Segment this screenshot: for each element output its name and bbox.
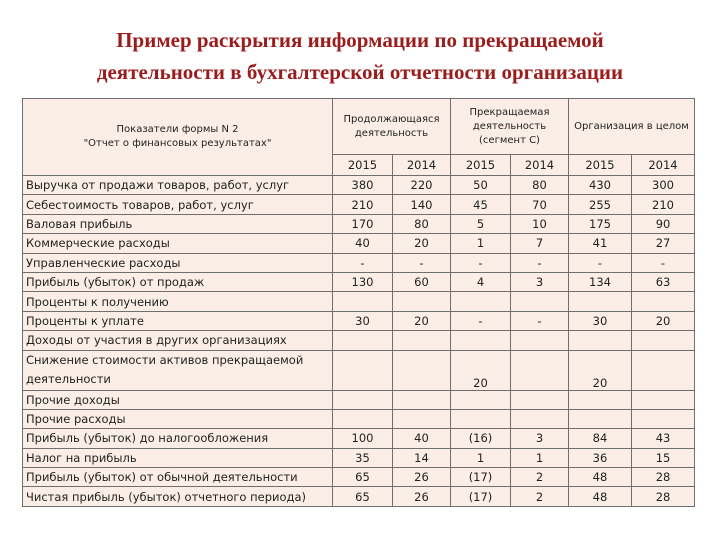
row-label: Проценты к уплате	[23, 311, 333, 330]
table-row	[23, 350, 695, 390]
value-cell	[451, 292, 511, 311]
value-cell	[511, 331, 569, 350]
value-cell: 48	[569, 487, 632, 506]
value-cell: 300	[632, 176, 695, 195]
value-cell: 40	[393, 429, 451, 448]
value-cell	[393, 409, 451, 428]
indicator-header-line-2: "Отчет о финансовых результатах"	[83, 138, 272, 149]
value-cell: 48	[569, 468, 632, 487]
value-cell: 140	[393, 195, 451, 214]
value-cell: -	[511, 311, 569, 330]
table-row	[23, 448, 695, 467]
value-cell	[632, 409, 695, 428]
value-cell: 20	[451, 350, 511, 390]
group-header-continuing: Продолжающаяся деятельность	[333, 99, 451, 155]
value-cell: 2	[511, 487, 569, 506]
value-cell: (16)	[451, 429, 511, 448]
value-cell: 28	[632, 487, 695, 506]
value-cell: 27	[632, 234, 695, 253]
value-cell: 43	[632, 429, 695, 448]
value-cell: 60	[393, 272, 451, 291]
value-cell: 3	[511, 272, 569, 291]
table-row	[23, 176, 695, 195]
row-label: Себестоимость товаров, работ, услуг	[23, 195, 333, 214]
value-cell: 26	[393, 468, 451, 487]
row-label: Управленческие расходы	[23, 253, 333, 272]
value-cell: 26	[393, 487, 451, 506]
row-label: Коммерческие расходы	[23, 234, 333, 253]
row-label: Прибыль (убыток) от продаж	[23, 272, 333, 291]
value-cell	[451, 331, 511, 350]
value-cell: 15	[632, 448, 695, 467]
row-label: Выручка от продажи товаров, работ, услуг	[23, 176, 333, 195]
value-cell: 20	[632, 311, 695, 330]
value-cell: 50	[451, 176, 511, 195]
value-cell: 35	[333, 448, 393, 467]
group-header-total: Организация в целом	[569, 99, 695, 155]
table-row	[23, 487, 695, 506]
value-cell: 45	[451, 195, 511, 214]
group-header-discontinued: Прекращаемая деятельность (сегмент С)	[451, 99, 569, 155]
value-cell: -	[451, 253, 511, 272]
value-cell: 380	[333, 176, 393, 195]
table-row	[23, 311, 695, 330]
value-cell: 170	[333, 214, 393, 233]
value-cell	[451, 390, 511, 409]
value-cell: 10	[511, 214, 569, 233]
row-label: Доходы от участия в других организациях	[23, 331, 333, 350]
value-cell: 41	[569, 234, 632, 253]
value-cell	[632, 390, 695, 409]
value-cell: 7	[511, 234, 569, 253]
value-cell: 5	[451, 214, 511, 233]
value-cell	[569, 409, 632, 428]
value-cell: 70	[511, 195, 569, 214]
table-row	[23, 429, 695, 448]
row-label: Налог на прибыль	[23, 448, 333, 467]
value-cell	[393, 331, 451, 350]
value-cell: 175	[569, 214, 632, 233]
value-cell: -	[632, 253, 695, 272]
year-header: 2015	[333, 155, 393, 176]
value-cell	[632, 350, 695, 390]
row-label: Прибыль (убыток) от обычной деятельности	[23, 468, 333, 487]
value-cell: 80	[511, 176, 569, 195]
value-cell: 80	[393, 214, 451, 233]
value-cell: 2	[511, 468, 569, 487]
value-cell: 255	[569, 195, 632, 214]
page-title	[0, 24, 720, 88]
value-cell: 210	[333, 195, 393, 214]
value-cell: -	[451, 311, 511, 330]
year-header: 2014	[511, 155, 569, 176]
value-cell: 28	[632, 468, 695, 487]
value-cell: 130	[333, 272, 393, 291]
value-cell: 1	[511, 448, 569, 467]
value-cell: 30	[333, 311, 393, 330]
value-cell: 65	[333, 487, 393, 506]
value-cell	[511, 390, 569, 409]
value-cell: 63	[632, 272, 695, 291]
indicator-column-header	[23, 99, 333, 176]
value-cell: 14	[393, 448, 451, 467]
value-cell	[632, 331, 695, 350]
value-cell	[569, 292, 632, 311]
value-cell: 3	[511, 429, 569, 448]
title-line-1: Пример раскрытия информации по прекращаемой	[116, 28, 604, 52]
value-cell: 20	[569, 350, 632, 390]
value-cell: 20	[393, 234, 451, 253]
value-cell: -	[333, 253, 393, 272]
value-cell: 1	[451, 448, 511, 467]
value-cell: 36	[569, 448, 632, 467]
year-header: 2014	[393, 155, 451, 176]
value-cell: 220	[393, 176, 451, 195]
value-cell: 4	[451, 272, 511, 291]
title-line-2: деятельности в бухгалтерской отчетности организации	[96, 60, 624, 84]
table-row	[23, 272, 695, 291]
table-row	[23, 409, 695, 428]
table-row	[23, 292, 695, 311]
value-cell: -	[511, 253, 569, 272]
value-cell: 1	[451, 234, 511, 253]
value-cell: 90	[632, 214, 695, 233]
row-label: Снижение стоимости активов прекращаемой деятельности	[23, 350, 333, 390]
value-cell	[451, 409, 511, 428]
value-cell: (17)	[451, 487, 511, 506]
value-cell: 40	[333, 234, 393, 253]
value-cell: 65	[333, 468, 393, 487]
table-row	[23, 390, 695, 409]
year-header: 2015	[451, 155, 511, 176]
value-cell	[333, 331, 393, 350]
value-cell: -	[569, 253, 632, 272]
value-cell	[569, 390, 632, 409]
value-cell	[333, 350, 393, 390]
row-label: Чистая прибыль (убыток) отчетного периода)	[23, 487, 333, 506]
value-cell	[393, 390, 451, 409]
value-cell	[569, 331, 632, 350]
financial-results-table	[22, 98, 695, 507]
value-cell	[333, 409, 393, 428]
value-cell	[511, 350, 569, 390]
value-cell	[333, 390, 393, 409]
value-cell: 20	[393, 311, 451, 330]
row-label: Проценты к получению	[23, 292, 333, 311]
table-row	[23, 195, 695, 214]
value-cell: 100	[333, 429, 393, 448]
row-label: Прочие доходы	[23, 390, 333, 409]
table-row	[23, 468, 695, 487]
table-row	[23, 214, 695, 233]
indicator-header-line-1: Показатели формы N 2	[116, 124, 239, 135]
value-cell: 210	[632, 195, 695, 214]
row-label: Прибыль (убыток) до налогообложения	[23, 429, 333, 448]
table-row	[23, 234, 695, 253]
row-label: Прочие расходы	[23, 409, 333, 428]
value-cell: 30	[569, 311, 632, 330]
value-cell: 134	[569, 272, 632, 291]
value-cell	[393, 350, 451, 390]
value-cell: -	[393, 253, 451, 272]
year-header: 2015	[569, 155, 632, 176]
value-cell	[632, 292, 695, 311]
value-cell	[511, 292, 569, 311]
table-row	[23, 253, 695, 272]
value-cell	[333, 292, 393, 311]
value-cell	[393, 292, 451, 311]
row-label: Валовая прибыль	[23, 214, 333, 233]
table-row	[23, 331, 695, 350]
value-cell	[511, 409, 569, 428]
value-cell: 430	[569, 176, 632, 195]
value-cell: (17)	[451, 468, 511, 487]
year-header: 2014	[632, 155, 695, 176]
value-cell: 84	[569, 429, 632, 448]
